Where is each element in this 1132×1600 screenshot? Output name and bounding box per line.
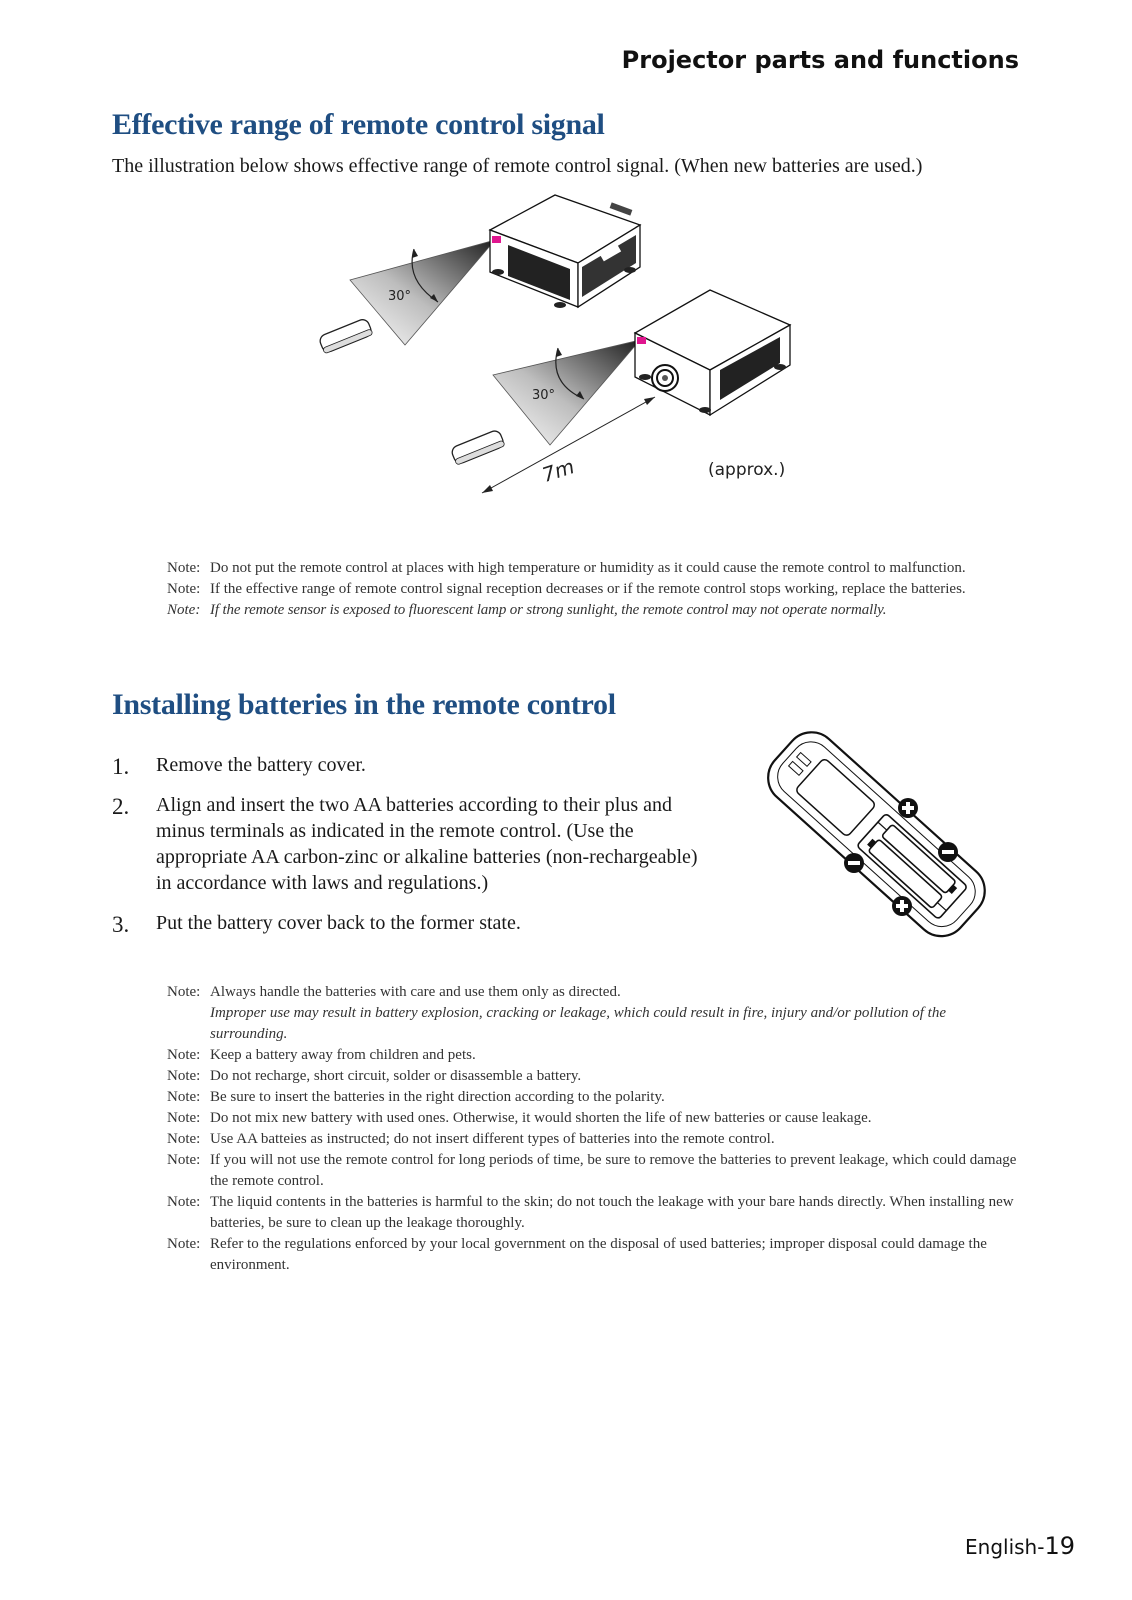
page-header-title: Projector parts and functions [621,46,1019,74]
note-label: Note: [167,1068,201,1084]
remote-range-illustration [310,185,830,505]
note-label: Note: [167,1089,201,1105]
battery-installation-steps [112,752,712,950]
note-item [167,1045,1027,1066]
step-number: 3. [112,912,130,937]
minus-icon [938,842,958,862]
step-text: Remove the battery cover. [156,754,366,776]
note-item [167,600,1027,621]
battery-notes [167,982,1027,1276]
note-label: Note: [167,1110,201,1126]
signal-cone-2 [493,340,640,445]
projector-2 [635,290,790,415]
note-text: Do not recharge, short circuit, solder or disassemble a battery. [210,1068,582,1084]
note-label: Note: [167,581,201,597]
distance-label: 7m [539,454,578,487]
note-subtext: Improper use may result in battery explosion, cracking or leakage, which could result in fire, injury and/or pollution of the surrounding. [210,1005,947,1042]
angle-label-1: 30° [388,289,412,304]
note-item [167,1129,1027,1150]
remote-control-2 [450,429,505,465]
page-number-prefix: English- [965,1535,1045,1559]
angle-label-2: 30° [532,388,556,403]
note-label: Note: [167,984,201,1000]
section-title-installing-batteries: Installing batteries in the remote control [112,688,616,721]
remote-control-1 [318,318,373,354]
note-item [167,1087,1027,1108]
note-text: Do not put the remote control at places with high temperature or humidity as it could cause the remote control to malfunction. [210,560,966,576]
battery-remote-illustration [730,712,1000,952]
note-text: If you will not use the remote control for long periods of time, be sure to remove the batteries to prevent leakage, which could damage the remote control. [210,1152,1017,1189]
note-text: Refer to the regulations enforced by your local government on the disposal of used batteries; improper disposal could damage the environment. [210,1236,987,1273]
note-text: Be sure to insert the batteries in the right direction according to the polarity. [210,1089,665,1105]
page-number-value: 19 [1044,1532,1075,1560]
remote-range-notes [167,558,1027,621]
signal-cone-1 [350,240,495,345]
plus-icon [892,896,912,916]
note-label: Note: [167,602,201,618]
note-label: Note: [167,1047,201,1063]
minus-icon [844,853,864,873]
note-item [167,1192,1027,1234]
note-item [167,579,1027,600]
note-text: Use AA batteies as instructed; do not insert different types of batteries into the remote control. [210,1131,775,1147]
note-item [167,558,1027,579]
note-item [167,1150,1027,1192]
note-item [167,1234,1027,1276]
section-intro: The illustration below shows effective range of remote control signal. (When new batteries are used.) [112,155,923,177]
step-number: 1. [112,754,130,779]
note-text: Always handle the batteries with care and use them only as directed. [210,984,621,1000]
note-text: Do not mix new battery with used ones. Otherwise, it would shorten the life of new batteries or cause leakage. [210,1110,872,1126]
note-text: The liquid contents in the batteries is harmful to the skin; do not touch the leakage with your bare hands directly. When installing new batteries, be sure to clean up the leakage thoroughly. [210,1194,1014,1231]
step-text: Align and insert the two AA batteries according to their plus and minus terminals as indicated in the remote control. (Use the appropriate AA carbon-zinc or alkaline batteries (non-rechargeable) in accordance with laws and regulations.) [156,794,698,894]
section-title-effective-range: Effective range of remote control signal [112,108,605,141]
note-label: Note: [167,1131,201,1147]
note-label: Note: [167,1236,201,1252]
note-item [167,1108,1027,1129]
note-label: Note: [167,1194,201,1210]
projector-1 [490,195,640,308]
note-text: If the effective range of remote control signal reception decreases or if the remote control stops working, replace the batteries. [210,581,966,597]
step-item [112,910,712,936]
step-item [112,752,712,778]
note-label: Note: [167,1152,201,1168]
step-number: 2. [112,794,130,819]
page-number [965,1532,1075,1560]
note-text: If the remote sensor is exposed to fluorescent lamp or strong sunlight, the remote control may not operate normally. [210,602,887,618]
note-item [167,1066,1027,1087]
approx-label: (approx.) [708,460,786,480]
note-label: Note: [167,560,201,576]
note-item [167,982,1027,1045]
step-item [112,792,712,896]
note-text: Keep a battery away from children and pets. [210,1047,476,1063]
plus-icon [898,798,918,818]
step-text: Put the battery cover back to the former state. [156,912,521,934]
